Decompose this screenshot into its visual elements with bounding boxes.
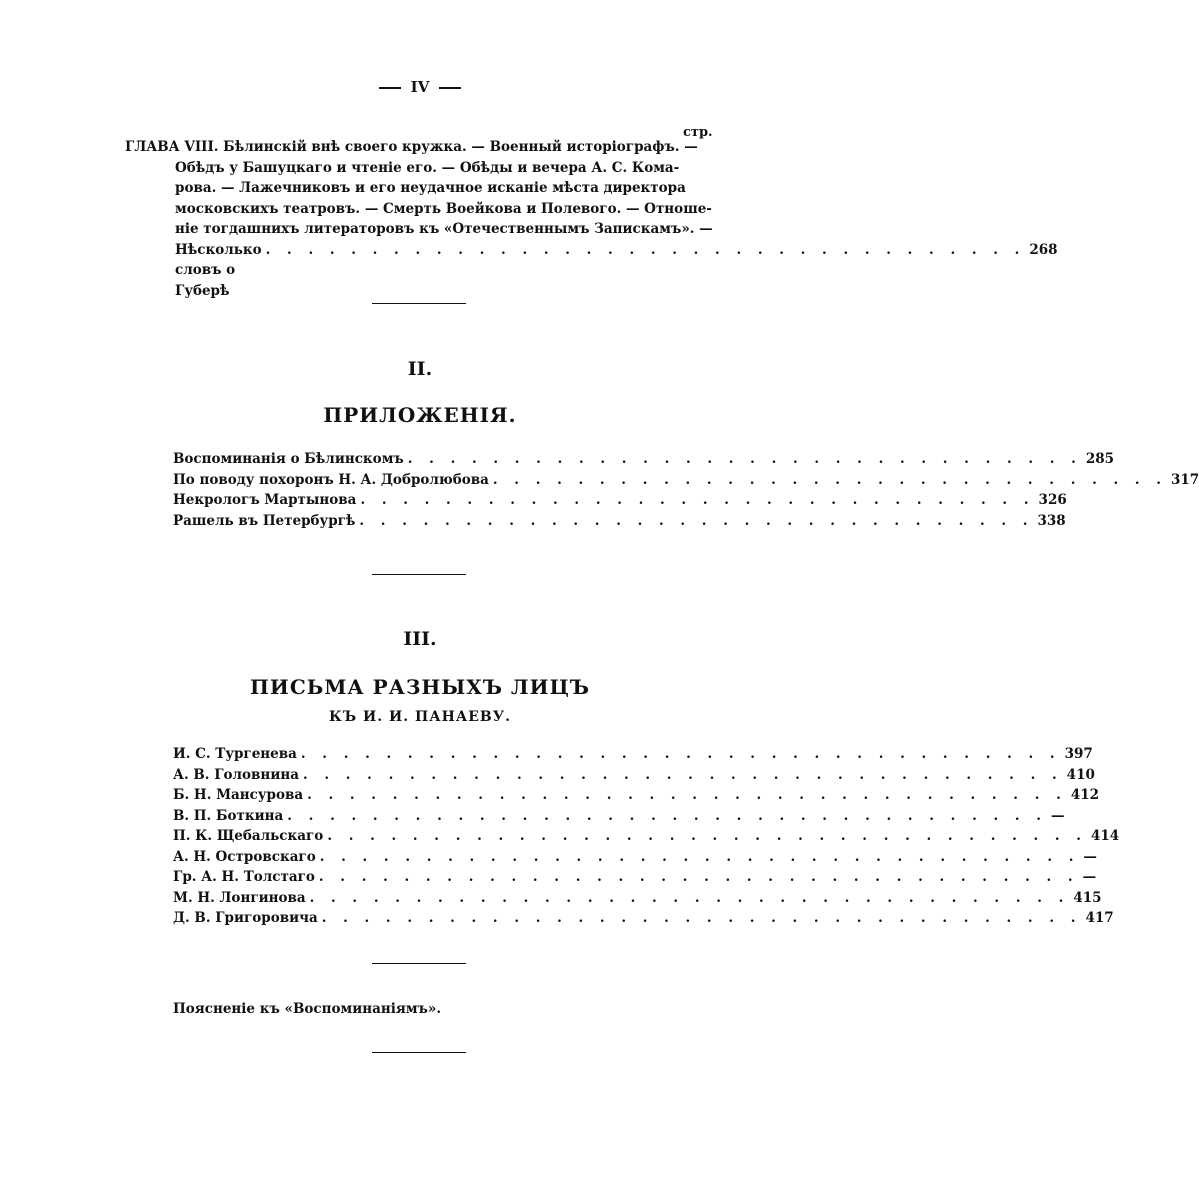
item-label: П. К. Щебальскаго: [173, 828, 324, 844]
list-item: [173, 744, 1093, 765]
dot-leader: . . . . . . . . . . . . . . . . . . . . . . . . . . . . . . . . . . . .: [318, 869, 1079, 885]
dot-leader: . . . . . . . . . . . . . . . . . . . . . . . . . . . . . . . . . . . .: [265, 241, 1026, 258]
dot-leader: . . . . . . . . . . . . . . . . . . . . . . . . . . . . . . . . . . . .: [287, 807, 1047, 824]
chapter-8-last-text: Нѣсколько словъ о Губерѣ: [175, 241, 262, 299]
item-label: Б. Н. Мансурова: [173, 787, 304, 803]
dot-leader: . . . . . . . . . . . . . . . . . . . . . . . . . . . . . . . . . . . .: [321, 910, 1082, 926]
list-item: [173, 806, 1065, 827]
item-page: —: [1083, 848, 1097, 865]
section-3-numeral: III.: [403, 628, 437, 650]
section-2-title: ПРИЛОЖЕНІЯ.: [323, 403, 517, 427]
dot-leader: . . . . . . . . . . . . . . . . . . . . . . . . . . . . . . . .: [407, 451, 1082, 467]
item-page: 338: [1037, 512, 1066, 529]
chapter-8-line: рова. — Лажечниковъ и его неудачное исканіе мѣста директора: [175, 180, 686, 196]
item-label: Гр. А. Н. Толстаго: [173, 869, 315, 885]
dot-leader: . . . . . . . . . . . . . . . . . . . . . . . . . . . . . . . .: [359, 512, 1034, 529]
list-item: [173, 847, 1097, 868]
item-page: —: [1050, 807, 1065, 824]
dot-leader: . . . . . . . . . . . . . . . . . . . . . . . . . . . . . . . . . . . .: [309, 889, 1070, 906]
section-3-title: ПИСЬМА РАЗНЫХЪ ЛИЦЪ: [250, 675, 590, 699]
item-page: 414: [1091, 828, 1120, 844]
section-divider: [372, 1052, 466, 1053]
page-numeral: IV: [410, 78, 430, 96]
chapter-8-last-line: [125, 240, 1058, 302]
dot-leader: . . . . . . . . . . . . . . . . . . . . . . . . . . . . . . . . . . . .: [327, 828, 1088, 844]
dot-leader: . . . . . . . . . . . . . . . . . . . . . . . . . . . . . . . . . . . .: [302, 766, 1063, 783]
dot-leader: . . . . . . . . . . . . . . . . . . . . . . . . . . . . . . . . . . . .: [307, 787, 1067, 803]
section-divider: [372, 963, 466, 964]
chapter-8-line: московскихъ театровъ. — Смерть Воейкова и Полевого. — Отноше-: [175, 200, 712, 217]
list-item: [173, 826, 1120, 847]
section-2-list: [173, 449, 1199, 531]
item-label: В. П. Боткина: [173, 807, 284, 824]
item-page: 410: [1066, 766, 1095, 783]
header-dash-right: [439, 87, 461, 89]
item-page: 412: [1070, 787, 1099, 803]
item-page: 415: [1073, 889, 1102, 906]
list-item: [173, 908, 1114, 929]
item-page: 317: [1171, 471, 1199, 488]
list-item: [173, 470, 1199, 491]
item-label: А. В. Головнина: [173, 766, 299, 783]
chapter-8-line: ГЛАВА VIII. Бѣлинскій внѣ своего кружка. — Военный исторіографъ. —: [125, 139, 698, 155]
item-page: 397: [1064, 746, 1093, 762]
list-item: [173, 888, 1102, 909]
item-page: 285: [1085, 451, 1115, 467]
item-label: Некрологъ Мартынова: [173, 492, 357, 508]
dot-leader: . . . . . . . . . . . . . . . . . . . . . . . . . . . . . . . . . . . .: [319, 848, 1080, 865]
section-3-subtitle: КЪ И. И. ПАНАЕВУ.: [329, 709, 511, 725]
section-3-list: [173, 744, 1120, 929]
chapter-8-line: Обѣдъ у Башуцкаго и чтеніе его. — Обѣды и вечера А. С. Кома-: [175, 159, 680, 176]
item-label: Воспоминанія о Бѣлинскомъ: [173, 451, 404, 467]
item-label: Рашель въ Петербургѣ: [173, 512, 356, 529]
appendix-note: Поясненіе къ «Воспоминаніямъ».: [173, 1001, 442, 1017]
section-divider: [372, 574, 466, 575]
list-item: [173, 449, 1115, 470]
item-label: По поводу похоронъ Н. А. Добролюбова: [173, 471, 489, 488]
list-item: [173, 490, 1067, 511]
item-label: М. Н. Лонгинова: [173, 889, 306, 906]
header-dash-left: [379, 87, 401, 89]
dot-leader: . . . . . . . . . . . . . . . . . . . . . . . . . . . . . . . .: [360, 492, 1035, 508]
list-item: [173, 785, 1099, 806]
chapter-8-page: 268: [1029, 241, 1058, 258]
page-header: [0, 78, 840, 96]
chapter-8-line: ніе тогдашнихъ литераторовъ къ «Отечественнымъ Запискамъ». —: [175, 221, 713, 237]
item-label: А. Н. Островскаго: [173, 848, 316, 865]
section-divider: [372, 303, 466, 304]
item-label: И. С. Тургенева: [173, 746, 297, 762]
list-item: [173, 765, 1095, 786]
dot-leader: . . . . . . . . . . . . . . . . . . . . . . . . . . . . . . . .: [492, 471, 1167, 488]
list-item: [173, 511, 1066, 532]
item-label: Д. В. Григоровича: [173, 910, 318, 926]
page-column-label: стр.: [683, 125, 713, 140]
chapter-8-entry: [125, 137, 1058, 301]
item-page: 417: [1085, 910, 1114, 926]
list-item: [173, 867, 1097, 888]
section-2-numeral: II.: [407, 358, 433, 380]
dot-leader: . . . . . . . . . . . . . . . . . . . . . . . . . . . . . . . . . . . .: [300, 746, 1061, 762]
item-page: 326: [1038, 492, 1067, 508]
item-page: —: [1082, 869, 1097, 885]
